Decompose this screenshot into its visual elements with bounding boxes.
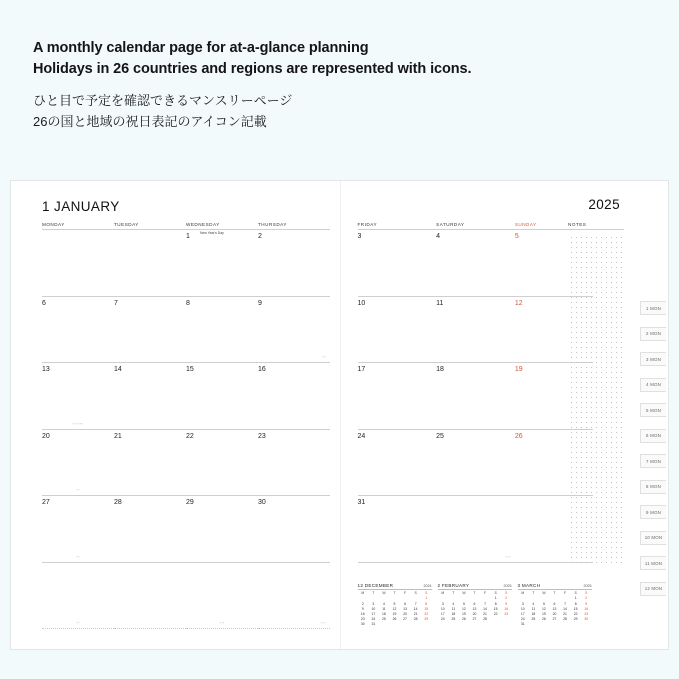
calendar-day-cell[interactable]: [114, 496, 186, 563]
day-number: 30: [258, 499, 266, 506]
mini-week-row: 1: [425, 596, 428, 601]
calendar-day-cell[interactable]: [114, 430, 186, 497]
day-number: 22: [186, 432, 194, 440]
mini-month[interactable]: [438, 583, 512, 627]
month-tab[interactable]: [640, 352, 666, 366]
mini-week-row: 3 4 5 6 7 8 9: [521, 601, 588, 606]
calendar-day-cell[interactable]: [436, 496, 515, 563]
calendar-day-cell[interactable]: [436, 230, 515, 297]
mini-week-row: 23 24 25 26 27 28 29: [360, 616, 429, 621]
calendar-day-cell[interactable]: [436, 430, 515, 497]
mini-dow-row: M T W T F S S: [441, 591, 508, 596]
calendar-day-cell[interactable]: [436, 363, 515, 430]
day-number: 11: [436, 299, 444, 307]
month-tab[interactable]: [640, 531, 666, 545]
day-number: 15: [186, 366, 194, 373]
month-tab-label: 9 MON: [646, 509, 661, 515]
year-title: 2025: [588, 197, 620, 212]
calendar-day-cell[interactable]: [186, 297, 258, 364]
dow-header: FRIDAY: [358, 222, 437, 230]
right-page: [341, 181, 669, 649]
calendar-day-cell[interactable]: [42, 430, 114, 497]
holiday-flag-icons: ◦◦: [76, 620, 80, 625]
calendar-day-cell[interactable]: [258, 363, 330, 430]
calendar-day-cell[interactable]: [258, 563, 330, 630]
headline-en-line2: Holidays in 26 countries and regions are represented with icons.: [33, 61, 472, 77]
month-title: 1 JANUARY: [42, 199, 120, 214]
month-tab[interactable]: [640, 582, 666, 596]
calendar-day-cell[interactable]: [358, 496, 437, 563]
month-tab-label: 4 MON: [646, 382, 661, 387]
month-tab-label: 1 MON: [646, 305, 661, 311]
mini-week-row: 9 10 11 12 13 14 15: [361, 606, 429, 611]
holiday-flag-icons: ◦◦◦◦◦◦: [72, 420, 84, 426]
day-number: 28: [114, 499, 122, 506]
mini-dow-row: M T W T F S S: [521, 591, 588, 596]
day-number: 21: [114, 432, 122, 440]
calendar-day-cell[interactable]: [114, 297, 186, 364]
mini-week-row: 1 2: [494, 596, 508, 601]
calendar-day-cell[interactable]: [114, 230, 186, 297]
day-number: 24: [357, 432, 366, 440]
day-number: 20: [42, 432, 50, 440]
mini-week-row: 3 4 5 6 7 8 9: [441, 601, 508, 606]
mini-week-row: 16 17 18 19 20 21 22: [360, 611, 429, 616]
day-number: 17: [357, 366, 366, 373]
dow-header: WEDNESDAY: [186, 222, 258, 230]
month-tab[interactable]: [640, 480, 666, 494]
day-number: 7: [114, 299, 118, 307]
calendar-day-cell[interactable]: [358, 297, 437, 364]
mini-week-row: 10 11 12 13 14 15 16: [520, 606, 589, 611]
headline-jp-line2: 26の国と地域の祝日表記のアイコン記載: [33, 114, 267, 129]
headline-japanese: [33, 90, 653, 132]
calendar-day-cell[interactable]: [258, 496, 330, 563]
month-tab-label: 6 MON: [646, 433, 661, 438]
mini-week-row: 17 18 19 20 21 22 23: [440, 611, 509, 616]
dow-header: SUNDAY: [515, 222, 594, 230]
calendar-day-cell[interactable]: [114, 563, 186, 630]
mini-month-calendars: [358, 583, 594, 627]
month-tab-label: 5 MON: [646, 407, 661, 413]
day-number: 1: [186, 233, 190, 240]
calendar-day-cell[interactable]: [258, 230, 330, 297]
headline-english: [33, 38, 653, 80]
day-number: 5: [514, 233, 519, 240]
mini-week-row: 2 3 4 5 6 7 8: [361, 601, 428, 606]
day-number: 2: [258, 233, 262, 240]
dow-header: THURSDAY: [258, 222, 330, 230]
mini-month-year: 2024: [423, 584, 432, 589]
day-number: 13: [42, 366, 50, 373]
month-tab[interactable]: [640, 403, 666, 417]
calendar-day-cell[interactable]: [42, 563, 114, 630]
month-tab[interactable]: [640, 378, 666, 392]
calendar-day-cell[interactable]: [358, 430, 437, 497]
mini-week-row: 24 25 26 27 28: [440, 616, 487, 621]
calendar-spread: [10, 180, 669, 650]
dow-header: TUESDAY: [114, 222, 186, 230]
month-tab[interactable]: [640, 454, 666, 468]
month-tab[interactable]: [640, 301, 666, 315]
mini-week-row: 30 31: [360, 621, 376, 626]
month-tab-label: 2 MON: [646, 331, 661, 336]
headline-en-line1: A monthly calendar page for at-a-glance planning: [33, 40, 369, 56]
month-tab-label: 12 MON: [644, 586, 663, 591]
calendar-day-cell[interactable]: [358, 363, 437, 430]
calendar-day-cell[interactable]: [358, 230, 437, 297]
calendar-day-cell[interactable]: [42, 230, 114, 297]
calendar-day-cell[interactable]: [42, 363, 114, 430]
mini-month[interactable]: [518, 583, 592, 627]
calendar-day-cell[interactable]: [42, 297, 114, 364]
calendar-day-cell[interactable]: [114, 363, 186, 430]
headline-block: [33, 38, 653, 132]
holiday-flag-icons: ◦◦: [76, 487, 80, 492]
notes-label: NOTES: [568, 222, 624, 230]
holiday-flag-icons: ◦◦: [322, 354, 326, 359]
notes-dot-grid[interactable]: [568, 234, 624, 564]
day-number: 3: [357, 233, 362, 240]
mini-week-row: 1 2: [574, 596, 588, 601]
month-tab[interactable]: [640, 327, 666, 341]
calendar-day-cell[interactable]: [186, 496, 258, 563]
month-tab-label: 3 MON: [646, 356, 661, 362]
day-number: 19: [514, 366, 523, 373]
mini-month-name: 12 DECEMBER: [357, 583, 394, 589]
left-calendar-grid: [42, 222, 330, 629]
mini-week-row: 10 11 12 13 14 15 16: [440, 606, 509, 611]
right-calendar-grid: [358, 222, 594, 563]
mini-week-row: 31: [520, 621, 525, 626]
day-number: 18: [436, 366, 444, 373]
headline-jp-line1: ひと目で予定を確認できるマンスリーページ: [33, 93, 293, 108]
day-number: 9: [258, 299, 262, 307]
mini-month-year: 2025: [583, 584, 592, 589]
holiday-label: New Year's Day: [200, 231, 224, 235]
month-tab-label: 11 MON: [644, 560, 663, 566]
calendar-day-cell[interactable]: [186, 230, 258, 297]
mini-dow-row: M T W T F S S: [361, 591, 428, 596]
day-number: 23: [258, 432, 266, 440]
day-number: 26: [514, 432, 523, 440]
day-number: 10: [357, 299, 366, 307]
day-number: 25: [436, 432, 444, 440]
calendar-day-cell[interactable]: [186, 430, 258, 497]
calendar-day-cell[interactable]: [186, 563, 258, 630]
left-page: [11, 181, 341, 649]
day-number: 6: [42, 299, 46, 307]
mini-month[interactable]: [358, 583, 432, 627]
holiday-flag-icons: ◦◦◦: [320, 620, 326, 625]
dow-header: SATURDAY: [436, 222, 515, 230]
notes-column: [568, 222, 624, 564]
calendar-day-cell[interactable]: [436, 297, 515, 364]
mini-week-row: 17 18 19 20 21 22 23: [520, 611, 589, 616]
day-number: 4: [436, 233, 441, 240]
day-number: 14: [114, 366, 122, 373]
mini-month-name: 3 MARCH: [517, 583, 541, 589]
dow-header: MONDAY: [42, 222, 114, 230]
day-number: 27: [42, 499, 50, 506]
holiday-flag-icons: ◦◦◦: [505, 553, 511, 559]
day-number: 8: [186, 299, 190, 307]
holiday-flag-icons: ◦◦: [76, 553, 80, 559]
holiday-flag-icons: ◦◦◦: [219, 620, 225, 625]
month-tab-label: 7 MON: [646, 458, 661, 464]
month-index-tabs: [640, 301, 666, 596]
calendar-day-cell[interactable]: [258, 297, 330, 364]
mini-month-year: 2025: [503, 584, 512, 589]
day-number: 31: [357, 499, 366, 506]
calendar-day-cell[interactable]: [42, 496, 114, 563]
day-number: 16: [258, 366, 266, 373]
mini-month-name: 2 FEBRUARY: [437, 583, 470, 589]
month-tab-label: 10 MON: [644, 535, 663, 540]
day-number: 29: [186, 499, 194, 506]
day-number: 12: [514, 299, 523, 307]
mini-week-row: 24 25 26 27 28 29 30: [520, 616, 589, 621]
month-tab[interactable]: [640, 556, 666, 570]
month-tab[interactable]: [640, 505, 666, 519]
month-tab[interactable]: [640, 429, 666, 443]
calendar-day-cell[interactable]: [186, 363, 258, 430]
month-tab-label: 8 MON: [646, 484, 661, 489]
calendar-day-cell[interactable]: [258, 430, 330, 497]
